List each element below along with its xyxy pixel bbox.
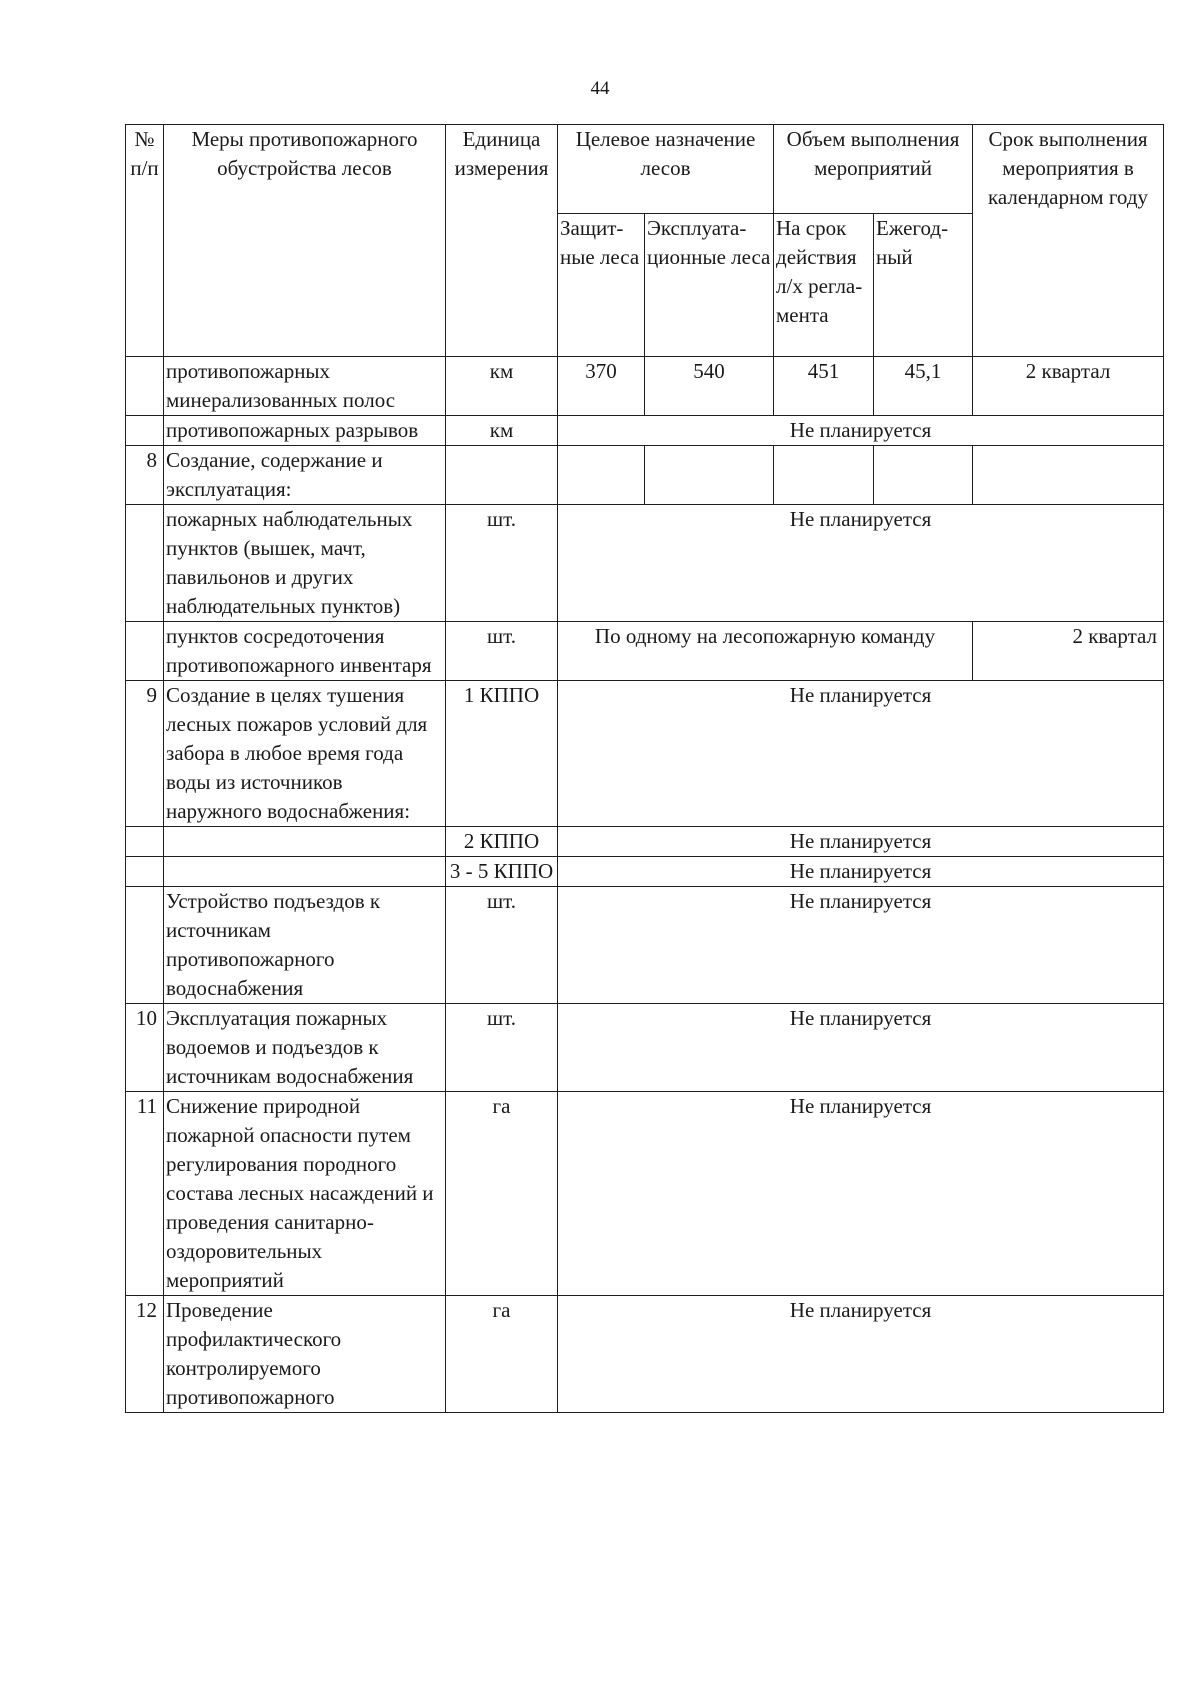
table-row	[126, 1296, 1164, 1413]
row-num	[126, 622, 164, 681]
row-measure: противопожарных минерализованных полос	[164, 357, 446, 416]
row-measure: Создание в целях тушения лесных пожаров условий для забора в любое время года воды из источников наружного водоснабжения:	[164, 681, 446, 827]
row-unit: шт.	[446, 622, 558, 681]
row-unit: шт.	[446, 1004, 558, 1092]
row-unit: шт.	[446, 887, 558, 1004]
header-num: № п/п	[126, 125, 164, 357]
row-annual: 45,1	[874, 357, 973, 416]
table-row	[126, 622, 1164, 681]
header-purpose: Целевое назначение лесов	[558, 125, 774, 214]
row-status: Не планируется	[558, 827, 1164, 857]
empty-cell	[558, 446, 645, 505]
row-status: Не планируется	[558, 1296, 1164, 1413]
table-row	[126, 505, 1164, 622]
table-row	[126, 416, 1164, 446]
table-row	[126, 827, 1164, 857]
row-unit: 1 КППО	[446, 681, 558, 827]
row-measure: противопожарных разрывов	[164, 416, 446, 446]
row-unit: га	[446, 1296, 558, 1413]
header-deadline: Срок выполнения мероприятия в календарном году	[973, 125, 1164, 357]
row-num	[126, 857, 164, 887]
row-exploitation: 540	[645, 357, 774, 416]
row-unit: км	[446, 357, 558, 416]
row-unit: га	[446, 1092, 558, 1296]
row-status: По одному на лесопожарную команду	[558, 622, 973, 681]
row-status: Не планируется	[558, 1004, 1164, 1092]
empty-cell	[645, 446, 774, 505]
fire-measures-table	[125, 124, 1164, 1413]
row-measure: пожарных наблюдательных пунктов (вышек, мачт, павильонов и других наблюдательных пунктов)	[164, 505, 446, 622]
row-unit	[446, 446, 558, 505]
row-measure: Снижение природной пожарной опасности путем регулирования породного состава лесных насаждений и проведения санитарно-оздоровительных мероприятий	[164, 1092, 446, 1296]
row-measure	[164, 827, 446, 857]
table-row	[126, 857, 1164, 887]
header-protective: Защит-ные леса	[558, 214, 645, 357]
row-deadline: 2 квартал	[973, 622, 1164, 681]
row-status: Не планируется	[558, 1092, 1164, 1296]
row-unit: 3 - 5 КППО	[446, 857, 558, 887]
row-num	[126, 505, 164, 622]
row-measure	[164, 857, 446, 887]
table-row	[126, 1004, 1164, 1092]
row-status: Не планируется	[558, 887, 1164, 1004]
row-num	[126, 827, 164, 857]
table-row	[126, 887, 1164, 1004]
row-unit: 2 КППО	[446, 827, 558, 857]
empty-cell	[874, 446, 973, 505]
header-volume: Объем выполнения мероприятий	[774, 125, 973, 214]
row-status: Не планируется	[558, 416, 1164, 446]
table-row	[126, 1092, 1164, 1296]
header-term: На срок действия л/х регла-мента	[774, 214, 874, 357]
row-num: 11	[126, 1092, 164, 1296]
row-status: Не планируется	[558, 857, 1164, 887]
empty-cell	[774, 446, 874, 505]
row-protective: 370	[558, 357, 645, 416]
row-deadline: 2 квартал	[973, 357, 1164, 416]
row-num	[126, 416, 164, 446]
row-num	[126, 357, 164, 416]
row-measure: пунктов сосредоточения противопожарного инвентаря	[164, 622, 446, 681]
empty-cell	[973, 446, 1164, 505]
page-number: 44	[590, 78, 610, 99]
row-num	[126, 887, 164, 1004]
header-exploitation: Эксплуата-ционные леса	[645, 214, 774, 357]
row-num: 10	[126, 1004, 164, 1092]
row-num: 9	[126, 681, 164, 827]
row-num: 12	[126, 1296, 164, 1413]
row-term: 451	[774, 357, 874, 416]
row-unit: шт.	[446, 505, 558, 622]
row-status: Не планируется	[558, 505, 1164, 622]
header-row-1	[126, 125, 1164, 214]
table-row	[126, 681, 1164, 827]
table-row	[126, 357, 1164, 416]
row-measure: Проведение профилактического контролируемого противопожарного	[164, 1296, 446, 1413]
row-measure: Эксплуатация пожарных водоемов и подъездов к источникам водоснабжения	[164, 1004, 446, 1092]
header-unit: Единица измерения	[446, 125, 558, 357]
row-num: 8	[126, 446, 164, 505]
row-unit: км	[446, 416, 558, 446]
header-measures: Меры противопожарного обустройства лесов	[164, 125, 446, 357]
row-measure: Устройство подъездов к источникам противопожарного водоснабжения	[164, 887, 446, 1004]
table-row	[126, 446, 1164, 505]
row-status: Не планируется	[558, 681, 1164, 827]
header-annual: Ежегод-ный	[874, 214, 973, 357]
row-measure: Создание, содержание и эксплуатация:	[164, 446, 446, 505]
